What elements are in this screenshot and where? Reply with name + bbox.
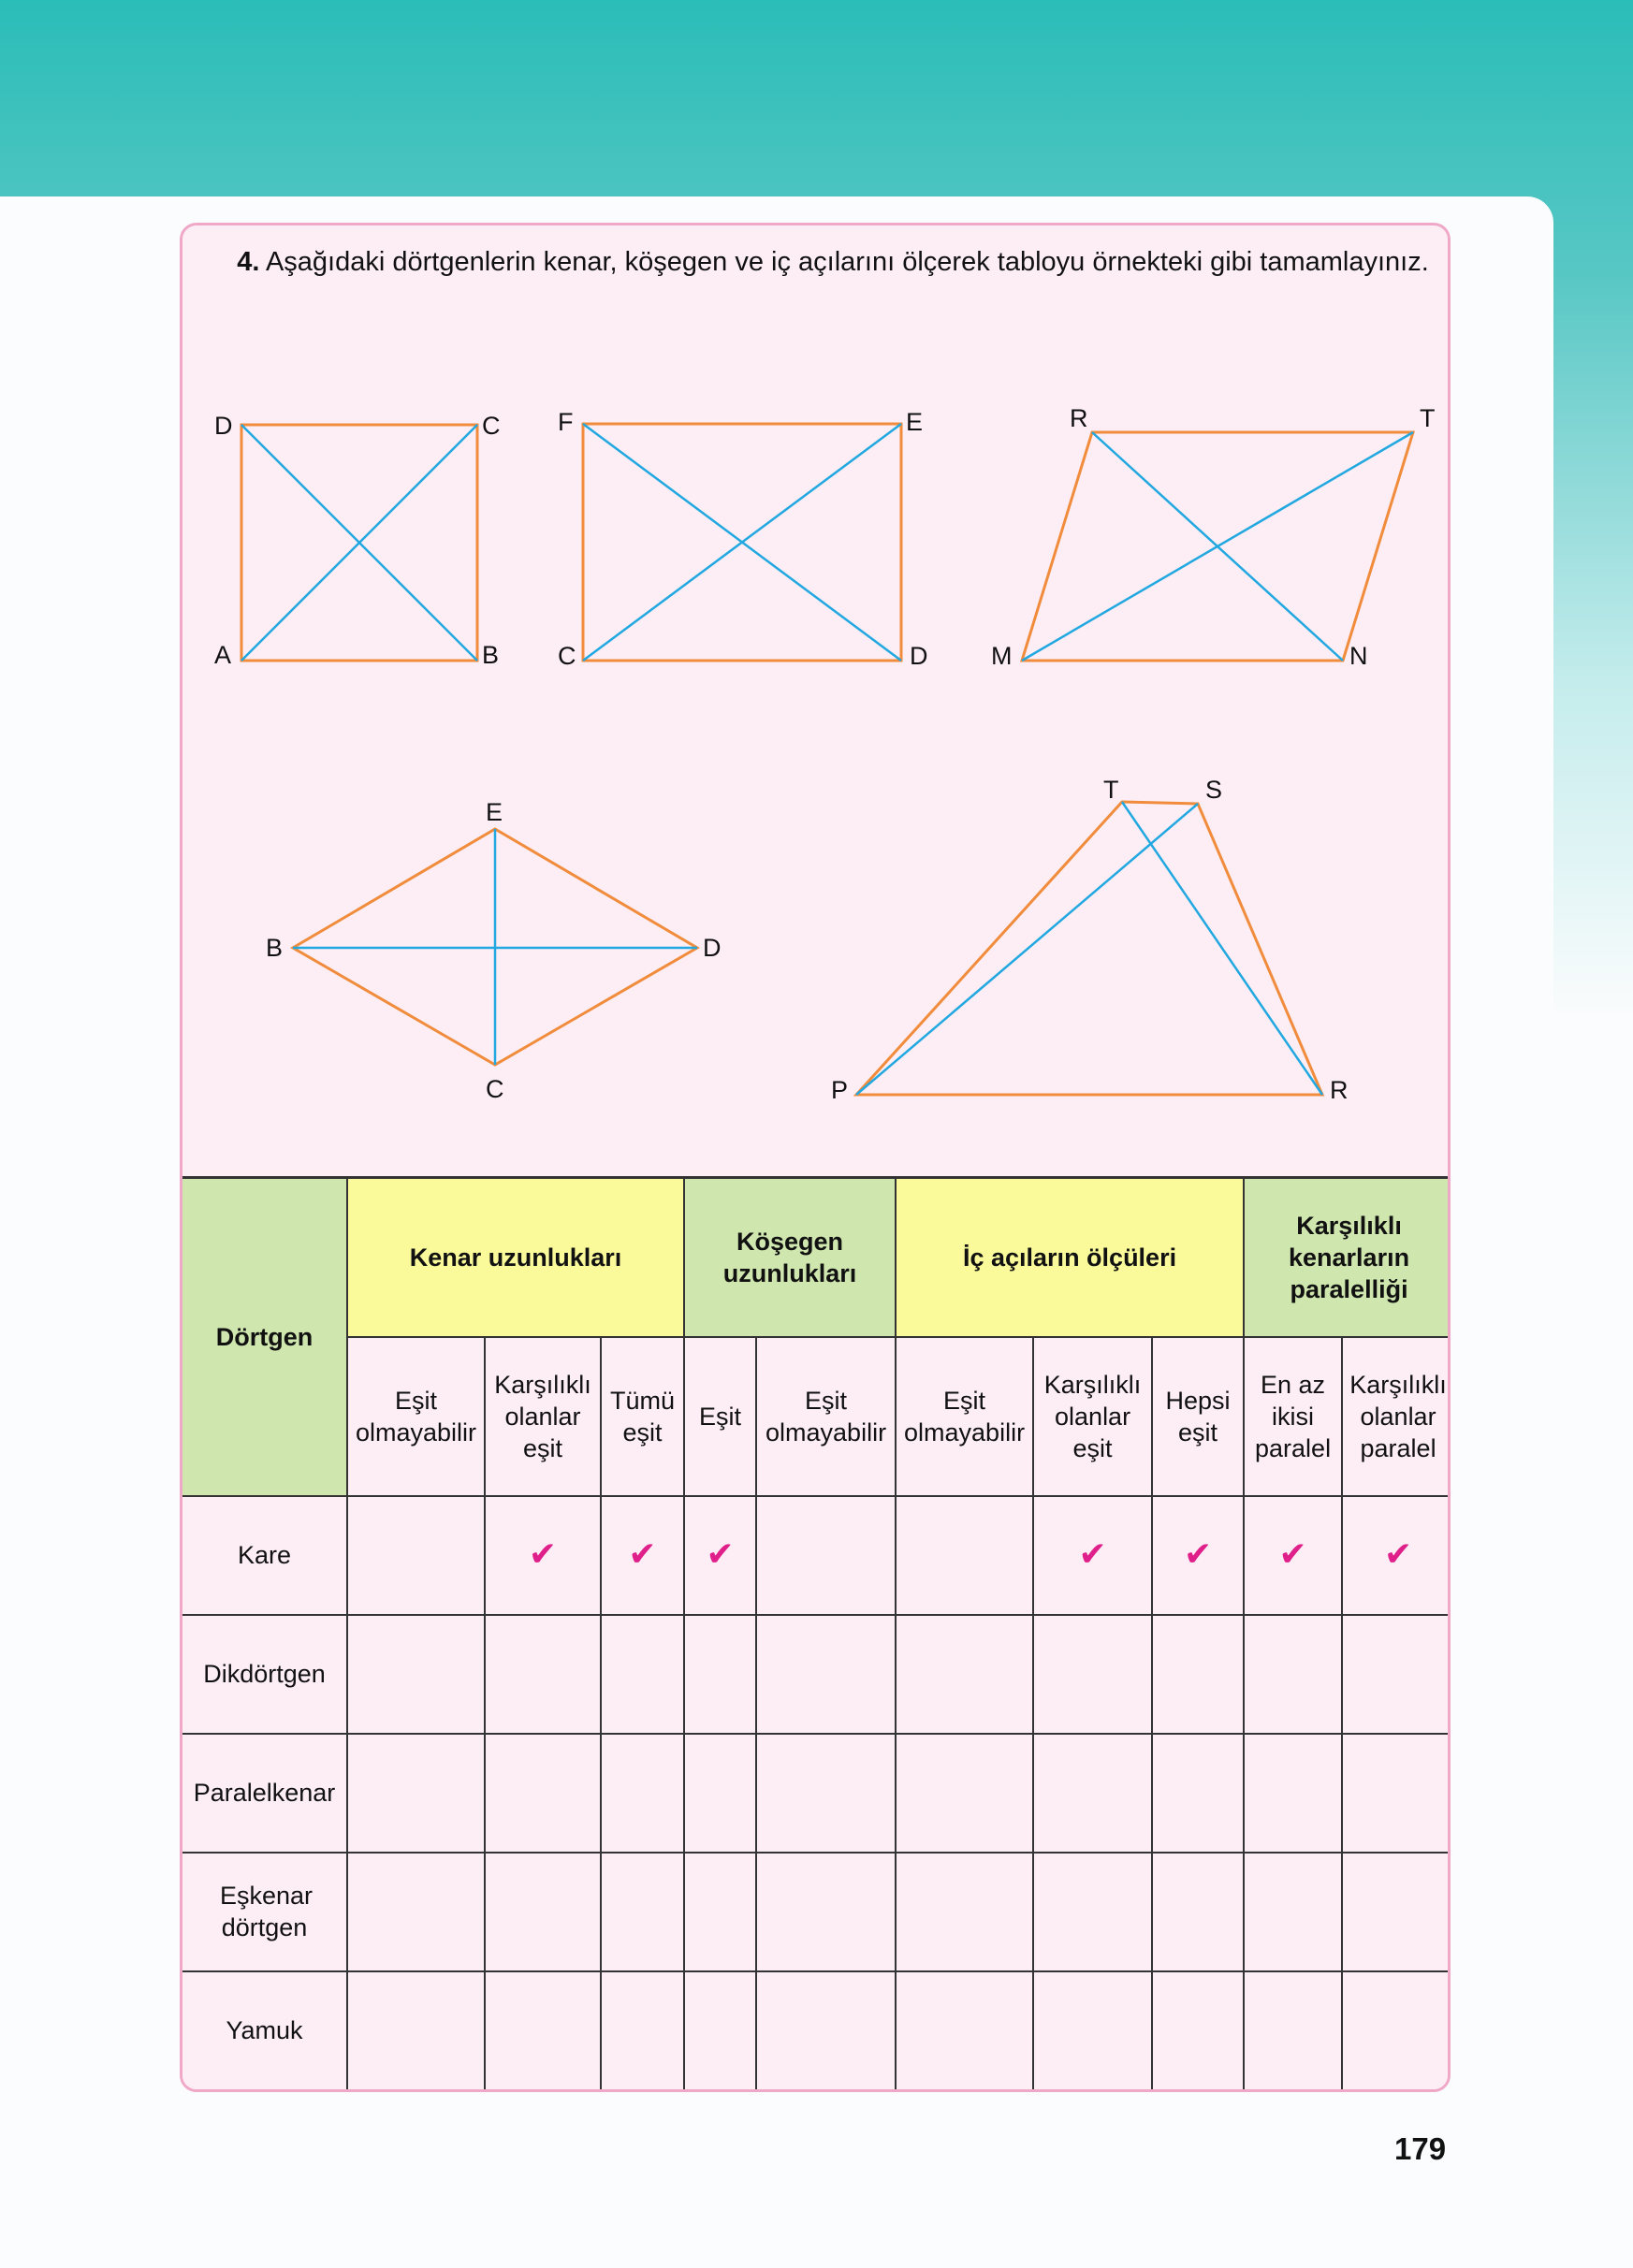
answer-cell[interactable] [1342, 1734, 1451, 1853]
question-body: Aşağıdaki dörtgenlerin kenar, köşegen ve iç açılarını ölçerek tabloyu örnekteki gibi tamamlayınız. [265, 247, 1429, 277]
table-row [182, 1853, 1451, 1971]
answer-cell[interactable] [485, 1496, 601, 1615]
sub-header: En az ikisi paralel [1244, 1337, 1342, 1496]
answer-cell[interactable] [756, 1853, 896, 1971]
answer-cell[interactable] [601, 1496, 684, 1615]
answer-cell[interactable] [1152, 1615, 1244, 1734]
parallelogram-label-t: T [1420, 404, 1436, 432]
rectangle-label-e: E [906, 408, 924, 436]
answer-cell[interactable] [601, 1853, 684, 1971]
question-number: 4. [237, 247, 260, 277]
header-ic-acilar: İç açıların ölçüleri [896, 1178, 1244, 1337]
check-icon: ✔ [628, 1534, 657, 1573]
trapezoid-figure [831, 776, 1349, 1104]
answer-cell[interactable] [347, 1496, 485, 1615]
answer-cell[interactable] [485, 1853, 601, 1971]
answer-cell[interactable] [1033, 1853, 1152, 1971]
answer-cell[interactable] [684, 1615, 756, 1734]
trapezoid-label-t: T [1103, 776, 1119, 804]
sub-header: Karşılıklı olanlar eşit [1033, 1337, 1152, 1496]
table-row [182, 1615, 1451, 1734]
check-icon: ✔ [1078, 1534, 1107, 1573]
answer-cell[interactable] [756, 1971, 896, 2089]
answer-cell[interactable] [684, 1496, 756, 1615]
parallelogram-label-n: N [1349, 642, 1368, 670]
sub-header: Eşit olmayabilir [756, 1337, 896, 1496]
answer-cell[interactable] [1244, 1734, 1342, 1853]
sub-header: Karşılıklı olanlar eşit [485, 1337, 601, 1496]
square-label-d: D [214, 412, 233, 440]
table-row [182, 1971, 1451, 2089]
answer-cell[interactable] [1342, 1496, 1451, 1615]
sub-header: Eşit [684, 1337, 756, 1496]
check-icon: ✔ [1183, 1534, 1213, 1573]
answer-cell[interactable] [1033, 1496, 1152, 1615]
properties-table [182, 1176, 1451, 2089]
answer-cell[interactable] [756, 1734, 896, 1853]
header-kenar: Kenar uzunlukları [347, 1178, 684, 1337]
answer-cell[interactable] [756, 1615, 896, 1734]
answer-cell[interactable] [1342, 1615, 1451, 1734]
trapezoid-label-p: P [831, 1076, 849, 1104]
answer-cell[interactable] [601, 1615, 684, 1734]
check-icon: ✔ [528, 1534, 558, 1573]
rectangle-label-f: F [558, 408, 574, 436]
trapezoid-label-s: S [1205, 776, 1223, 804]
answer-cell[interactable] [1244, 1853, 1342, 1971]
parallelogram-label-r: R [1070, 404, 1088, 432]
answer-cell[interactable] [684, 1734, 756, 1853]
sub-header: Eşit olmayabilir [347, 1337, 485, 1496]
answer-cell[interactable] [1342, 1853, 1451, 1971]
table-row [182, 1496, 1451, 1615]
row-label-kare: Kare [182, 1496, 347, 1615]
answer-cell[interactable] [1033, 1734, 1152, 1853]
square-figure [214, 412, 501, 669]
answer-cell[interactable] [347, 1853, 485, 1971]
rhombus-figure [266, 798, 722, 1103]
row-label-dikdortgen: Dikdörtgen [182, 1615, 347, 1734]
answer-cell[interactable] [1152, 1734, 1244, 1853]
answer-cell[interactable] [684, 1971, 756, 2089]
answer-cell[interactable] [601, 1734, 684, 1853]
sub-header: Eşit olmayabilir [896, 1337, 1033, 1496]
rhombus-label-c: C [486, 1075, 504, 1103]
square-label-c: C [482, 412, 501, 440]
answer-cell[interactable] [1244, 1496, 1342, 1615]
answer-cell[interactable] [1152, 1853, 1244, 1971]
check-icon: ✔ [1278, 1534, 1307, 1573]
rhombus-label-d: D [703, 934, 722, 962]
page-number: 179 [1394, 2131, 1447, 2166]
answer-cell[interactable] [347, 1971, 485, 2089]
answer-cell[interactable] [347, 1734, 485, 1853]
answer-cell[interactable] [601, 1971, 684, 2089]
sub-header: Karşılıklı olanlar paralel [1342, 1337, 1451, 1496]
rhombus-label-e: E [486, 798, 503, 826]
answer-cell[interactable] [347, 1615, 485, 1734]
header-paralellik: Karşılıklı kenarların paralelliği [1244, 1178, 1451, 1337]
answer-cell[interactable] [485, 1615, 601, 1734]
trapezoid-label-r: R [1330, 1076, 1349, 1104]
sub-header: Tümü eşit [601, 1337, 684, 1496]
figures-panel [182, 225, 1451, 1161]
rectangle-figure [558, 408, 928, 670]
row-label-paralelkenar: Paralelkenar [182, 1734, 347, 1853]
check-icon: ✔ [1383, 1534, 1413, 1573]
answer-cell[interactable] [896, 1971, 1033, 2089]
answer-cell[interactable] [756, 1496, 896, 1615]
answer-cell[interactable] [1244, 1615, 1342, 1734]
sub-header: Hepsi eşit [1152, 1337, 1244, 1496]
answer-cell[interactable] [684, 1853, 756, 1971]
answer-cell[interactable] [1033, 1615, 1152, 1734]
row-label-yamuk: Yamuk [182, 1971, 347, 2089]
parallelogram-label-m: M [991, 642, 1013, 670]
header-kosegen: Köşegen uzunlukları [684, 1178, 896, 1337]
answer-cell[interactable] [485, 1734, 601, 1853]
table-row [182, 1734, 1451, 1853]
parallelogram-figure [991, 404, 1436, 670]
answer-cell[interactable] [1342, 1971, 1451, 2089]
answer-cell[interactable] [896, 1496, 1033, 1615]
rectangle-label-d: D [910, 642, 928, 670]
row-label-eskenar-dortgen: Eşkenar dörtgen [182, 1853, 347, 1971]
answer-cell[interactable] [896, 1853, 1033, 1971]
answer-cell[interactable] [896, 1734, 1033, 1853]
answer-cell[interactable] [485, 1971, 601, 2089]
answer-cell[interactable] [1244, 1971, 1342, 2089]
answer-cell[interactable] [1152, 1971, 1244, 2089]
answer-cell[interactable] [1152, 1496, 1244, 1615]
exercise-card [180, 223, 1451, 2092]
rectangle-label-c: C [558, 642, 576, 670]
check-icon: ✔ [706, 1534, 735, 1573]
header-dortgen: Dörtgen [182, 1178, 347, 1496]
answer-cell[interactable] [896, 1615, 1033, 1734]
answer-cell[interactable] [1033, 1971, 1152, 2089]
rhombus-label-b: B [266, 934, 284, 962]
square-label-b: B [482, 641, 500, 669]
square-label-a: A [214, 641, 232, 669]
